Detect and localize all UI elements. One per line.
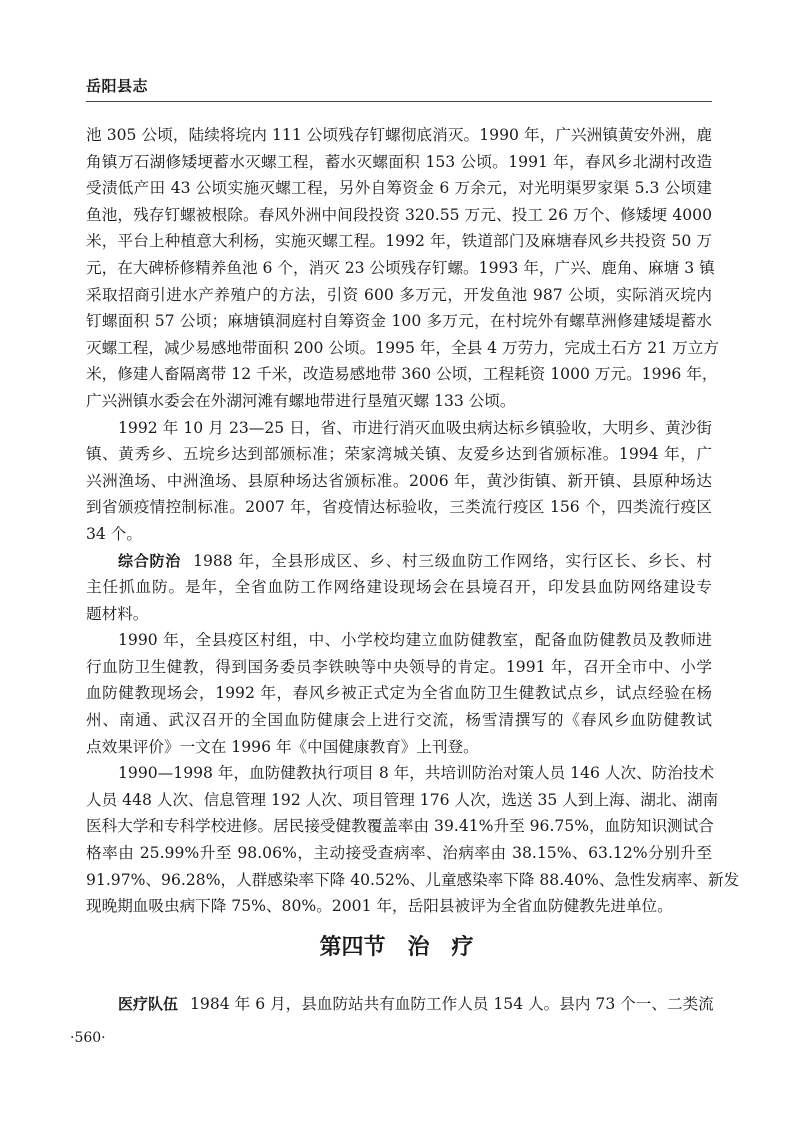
paragraph <box>86 991 712 1018</box>
text-line <box>86 707 712 734</box>
line-text: 镇、黄秀乡、五垸乡达到部颁标准；荣家湾城关镇、友爱乡达到省颁标准。1994 年，广 <box>86 445 712 464</box>
line-text: 钉螺面积 57 公顷；麻塘镇洞庭村自筹资金 100 多万元，在村垸外有螺草洲修建矮堤蓄水 <box>86 312 712 331</box>
text-line <box>86 388 712 415</box>
line-text: 受渍低产田 43 公顷实施灭螺工程，另外自筹资金 6 万余元，对光明渠罗家渠 5.3 公顷建 <box>86 179 712 198</box>
paragraph <box>86 548 712 628</box>
line-text: 采取招商引进水产养殖户的方法，引资 600 多万元，开发鱼池 987 公顷，实际消灭垸内 <box>86 285 712 304</box>
text-line <box>86 494 712 521</box>
line-text: 元，在大碑桥修精养鱼池 6 个，消灭 23 公顷残存钉螺。1993 年，广兴、鹿角、麻塘 3 镇 <box>86 258 715 277</box>
text-line <box>86 654 712 681</box>
line-text: 角镇万石湖修矮埂蓄水灭螺工程，蓄水灭螺面积 153 公顷。1991 年，春风乡北湖村改造 <box>86 152 712 171</box>
text-line <box>86 680 712 707</box>
line-text: 点效果评价》一文在 1996 年《中国健康教育》上刊登。 <box>86 737 479 756</box>
text-line <box>86 787 719 814</box>
line-text: 1990 年，全县疫区村组，中、小学校均建立血防健教室，配备血防健教员及教师进 <box>118 631 712 650</box>
page-number: ·560· <box>70 1030 106 1046</box>
line-text: 1984 年 6 月，县血防站共有血防工作人员 154 人。县内 73 个一、二类流 <box>190 995 714 1013</box>
line-text: 米，平台上种植意大利杨，实施灭螺工程。1992 年，铁道部门及麻塘春风乡共投资 50 万 <box>86 232 712 251</box>
line-text: 米，修建人畜隔离带 12 千米，改造易感地带 360 公顷，工程耗资 1000 万元。1996 年， <box>86 365 718 384</box>
line-text: 题材料。 <box>86 604 149 623</box>
line-text: 到省颁疫情控制标准。2007 年，省疫情达标验收，三类流行疫区 156 个，四类流行疫区 <box>86 498 712 517</box>
paragraph <box>86 627 712 760</box>
line-text: 池 305 公顷，陆续将垸内 111 公顷残存钉螺彻底消灭。1990 年，广兴洲镇黄安外洲，鹿 <box>86 126 712 144</box>
header-rule <box>86 101 712 102</box>
line-text: 1990—1998 年，血防健教执行项目 8 年，共培训防治对策人员 146 人次、防治技术 <box>118 764 715 783</box>
paragraph-lead-term: 医疗队伍 <box>118 995 179 1013</box>
line-text: 血防健教现场会，1992 年，春风乡被正式定为全省血防卫生健教试点乡，试点经验在杨 <box>86 684 712 703</box>
text-line <box>86 734 712 761</box>
line-text: 兴洲渔场、中洲渔场、县原种场达省颁标准。2006 年，黄沙街镇、新开镇、县原种场达 <box>86 471 712 490</box>
text-line <box>86 202 712 229</box>
text-line <box>86 228 712 255</box>
text-line <box>86 574 712 601</box>
line-text: 广兴洲镇水委会在外湖河滩有螺地带进行垦殖灭螺 133 公顷。 <box>86 391 516 410</box>
text-line <box>86 335 719 362</box>
paragraph-lead-term: 综合防治 <box>118 551 182 570</box>
section-body <box>86 991 712 1018</box>
body-text <box>86 122 740 920</box>
line-text: 91.97%、96.28%，人群感染率下降 40.52%、儿童感染率下降 88.40%、急性发病率、新发 <box>86 870 740 889</box>
running-title: 岳阳县志 <box>86 77 149 95</box>
text-line <box>86 521 712 548</box>
line-text: 鱼池，残存钉螺被根除。春风外洲中间段投资 320.55 万元、投工 26 万个、修矮埂 4000 <box>86 205 712 224</box>
text-line <box>86 282 712 309</box>
text-line <box>86 255 715 282</box>
text-line <box>86 308 712 335</box>
paragraph <box>86 760 740 920</box>
text-line <box>86 840 712 867</box>
text-line <box>86 415 712 442</box>
text-line <box>86 122 712 149</box>
text-line <box>86 760 715 787</box>
line-text: 34 个。 <box>86 524 142 543</box>
paragraph <box>86 122 719 415</box>
line-text: 1988 年，全县形成区、乡、村三级血防工作网络，实行区长、乡长、村 <box>193 551 712 570</box>
line-text: 灭螺工程，减少易感地带面积 200 公顷。1995 年，全县 4 万劳力，完成土石方 21 万立方 <box>86 338 719 357</box>
text-line <box>86 601 712 628</box>
line-text: 1992 年 10 月 23—25 日，省、市进行消灭血吸虫病达标乡镇验收，大明乡、黄沙街 <box>118 418 712 437</box>
line-text: 医科大学和专科学校进修。居民接受健教覆盖率由 39.41%升至 96.75%，血防知识测试合 <box>86 817 714 836</box>
text-line <box>86 361 718 388</box>
text-line <box>86 893 712 920</box>
line-text: 主任抓血防。是年，全省血防工作网络建设现场会在县境召开，印发县血防网络建设专 <box>86 578 712 597</box>
text-line <box>86 867 740 894</box>
text-line <box>86 149 712 176</box>
text-line <box>86 468 712 495</box>
line-text: 人员 448 人次、信息管理 192 人次、项目管理 176 人次，选送 35 人到上海、湖北、湖南 <box>86 790 719 809</box>
text-line <box>86 548 712 575</box>
text-line <box>86 991 712 1018</box>
text-line <box>86 813 712 840</box>
text-line <box>86 441 712 468</box>
line-text: 行血防卫生健教，得到国务委员李铁映等中央领导的肯定。1991 年，召开全市中、小学 <box>86 657 712 676</box>
line-text: 州、南通、武汉召开的全国血防健康会上进行交流，杨雪清撰写的《春风乡血防健教试 <box>86 711 712 730</box>
line-text: 格率由 25.99%升至 98.06%，主动接受查病率、治病率由 38.15%、63.12%分别升至 <box>86 844 712 863</box>
text-line <box>86 175 712 202</box>
text-line <box>86 627 712 654</box>
line-text: 现晚期血吸虫病下降 75%、80%。2001 年，岳阳县被评为全省血防健教先进单位。 <box>86 897 673 916</box>
section-heading: 第四节 治 疗 <box>319 935 474 960</box>
paragraph <box>86 415 712 548</box>
